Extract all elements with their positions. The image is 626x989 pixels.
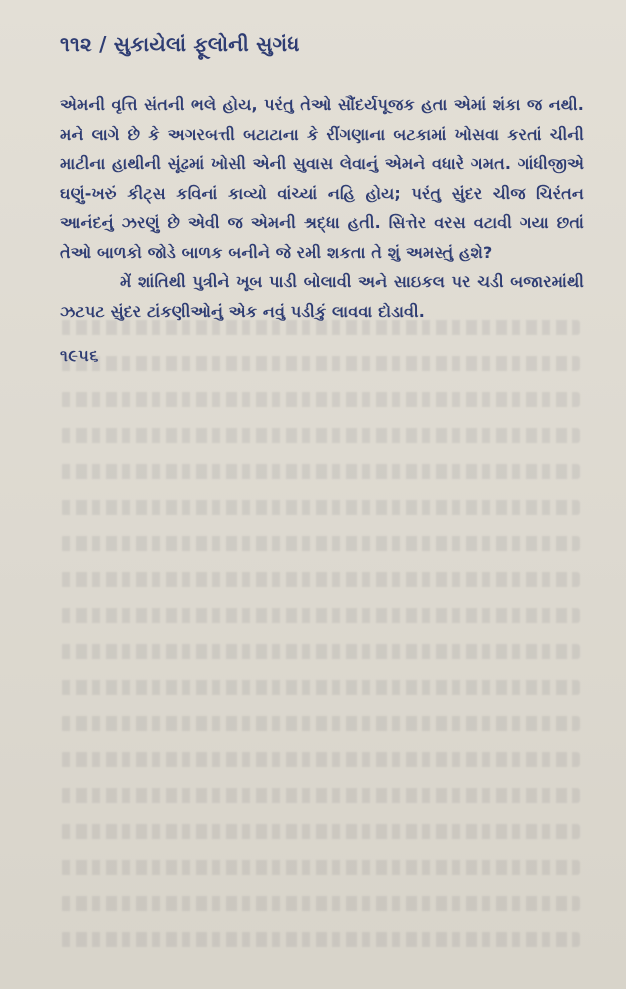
- page-content: [60, 32, 584, 366]
- bleed-through-texture: [60, 320, 580, 960]
- paragraph-2: મેં શાંતિથી પુત્રીને ખૂબ પાડી બોલાવી અને સાઇકલ પર ચડી બજારમાંથી ઝટપટ સુંદર ટાંકણીઓનું એક નવું પડીકું લાવવા દોડાવી.: [60, 272, 584, 321]
- date-line: ૧૯૫૬: [60, 346, 99, 365]
- page-header: ૧૧૨ / સુકાયેલાં ફૂલોની સુગંધ: [60, 32, 300, 56]
- paragraph-1: એમની વૃત્તિ સંતની ભલે હોય, પરંતુ તેઓ સૌંદર્યપૂજક હતા એમાં શંકા જ નથી. મને લાગે છે કે અગરબત્તી બટાટાના કે રીંગણાના બટકામાં ખોસવા કરતાં ચીની માટીના હાથીની સૂંઢમાં ખોસી એની સુવાસ લેવાનું એમને વધારે ગમત. ગાંધીજીએ ઘણું-ખરું કીટ્સ કવિનાં કાવ્યો વાંચ્યાં નહિ હોય; પરંતુ સુંદર ચીજ ચિરંતન આનંદનું ઝરણું છે એવી જ એમની શ્રદ્ધા હતી. સિત્તેર વરસ વટાવી ગયા છતાં તેઓ બાળકો જોડે બાળક બનીને જે રમી શકતા તે શું અમસ્તું હશે?: [60, 95, 584, 262]
